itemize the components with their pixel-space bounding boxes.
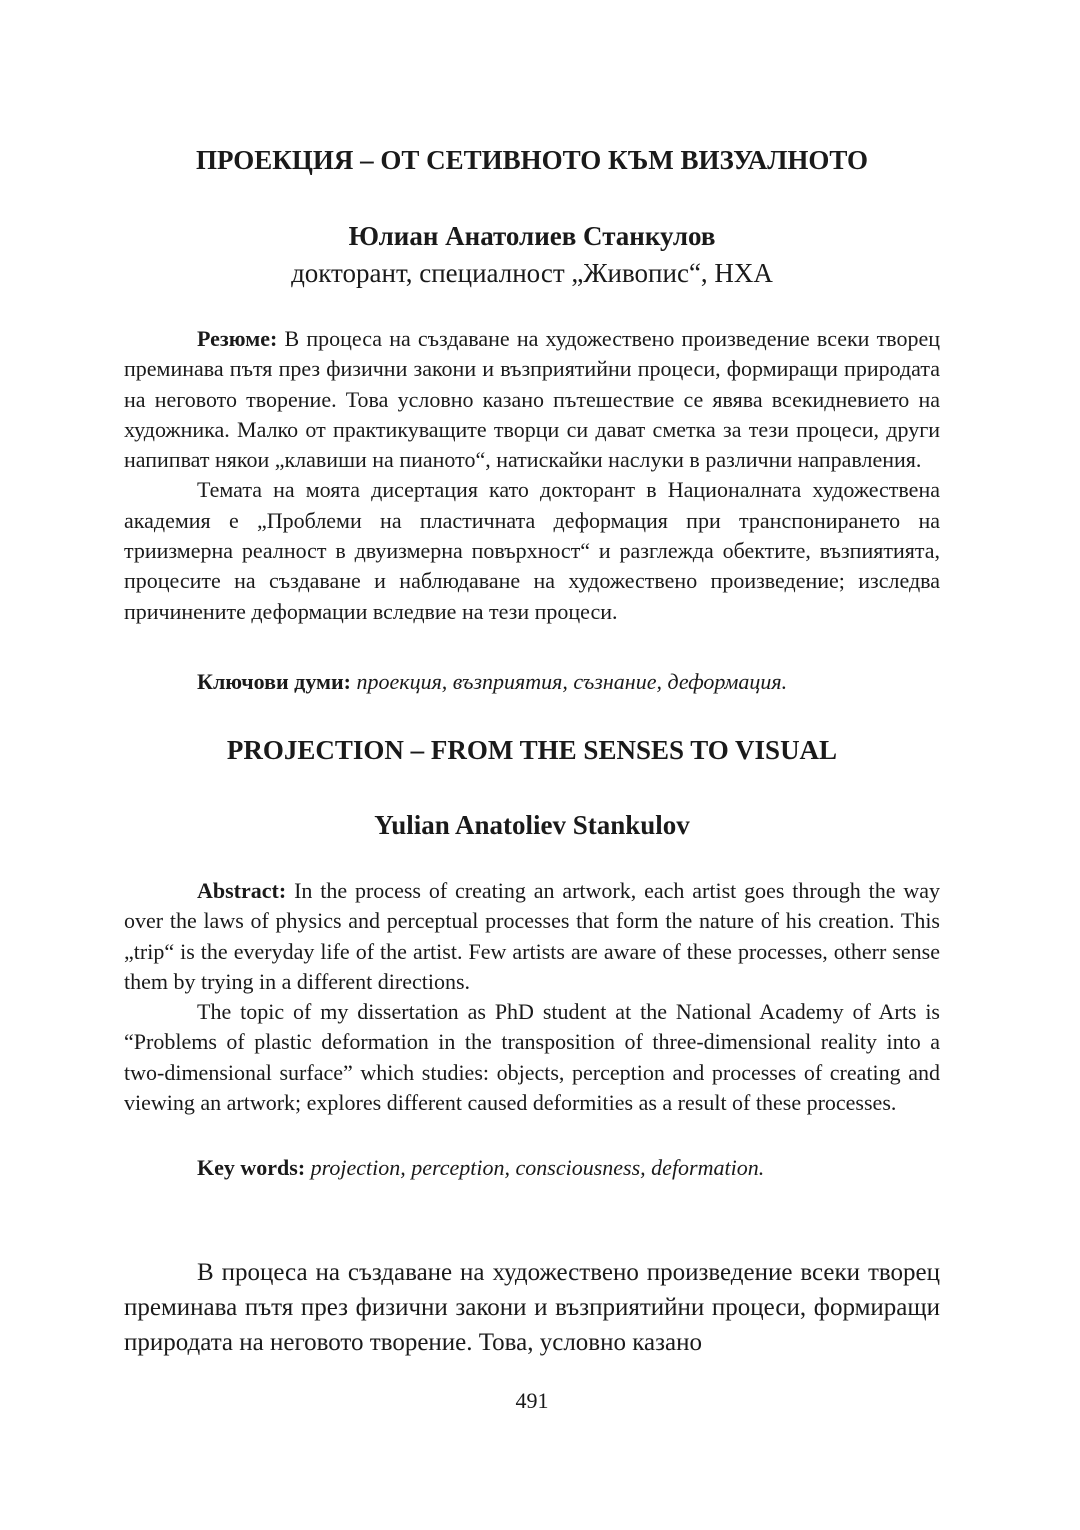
body-paragraph: В процеса на създаване на художествено произведение всеки творец преминава пътя през физични закони и възприятийни процеси, формиращи природата на неговото творение. Това, условно казано	[124, 1259, 940, 1356]
document-page	[124, 0, 940, 1530]
page-title-bg: ПРОЕКЦИЯ – ОТ СЕТИВНОТО КЪМ ВИЗУАЛНОТО	[195, 145, 869, 175]
author-name-bg: Юлиан Анатолиев Станкулов	[348, 221, 716, 251]
keywords-bg	[124, 667, 940, 697]
abstract-bg-paragraph-2: Темата на моята дисертация като докторант в Националната художествена академия е „Проблеми на пластичната деформация при транспонирането на триизмерна реалност в двуизмерна повърхност“ и разглежда обектите, възпиятията, процесите на създаване и наблюдаване на художествено произведение; изследва причинените деформации вследвие на тези процеси.	[124, 477, 940, 624]
abstract-en-label: Abstract:	[197, 878, 287, 903]
abstract-en	[124, 876, 940, 1118]
abstract-bg-label: Резюме:	[197, 326, 278, 351]
keywords-bg-values: проекция, възприятия, съзнание, деформация.	[356, 669, 788, 694]
abstract-bg-text-1: В процеса на създаване на художествено произведение всеки творец преминава пътя през физични закони и възприятийни процеси, формиращи природата на неговото творение. Това условно казано пътешествие се явява всекидневието на художника. Малко от практикуващите творци си дават сметка за тези процеси, други напипват някои „клавиши на пианото“, натискайки наслуки в различни направления.	[124, 326, 941, 473]
body-text	[124, 1255, 940, 1360]
abstract-bg	[124, 324, 940, 627]
author-affiliation: докторант, специалност „Живопис“, НХА	[291, 258, 773, 288]
page-title-en: PROJECTION – FROM THE SENSES TO VISUAL	[226, 735, 838, 765]
keywords-en	[124, 1153, 940, 1183]
keywords-bg-line	[124, 667, 940, 697]
abstract-en-text-1: In the process of creating an artwork, each artist goes through the way over the laws of physics and perceptual processes that form the nature of his creation. This „trip“ is the everyday life of the artist. Few artists are aware of these processes, otherr sense them by trying in a different directions.	[124, 878, 940, 994]
page-number: 491	[515, 1388, 549, 1413]
keywords-en-label: Key words:	[197, 1155, 306, 1180]
author-name-en: Yulian Anatoliev Stankulov	[374, 810, 690, 840]
abstract-en-paragraph-1	[124, 876, 940, 997]
abstract-en-paragraph-2: The topic of my dissertation as PhD student at the National Academy of Arts is “Problems of plastic deformation in the transposition of three-dimensional reality into a two-dimensional surface” which studies: objects, perception and processes of creating and viewing an artwork; explores different caused deformities as a result of these processes.	[124, 999, 940, 1116]
keywords-en-line	[124, 1153, 940, 1183]
keywords-bg-label: Ключови думи:	[197, 669, 352, 694]
abstract-bg-paragraph-1	[124, 324, 940, 475]
keywords-en-values: projection, perception, consciousness, deformation.	[310, 1155, 765, 1180]
